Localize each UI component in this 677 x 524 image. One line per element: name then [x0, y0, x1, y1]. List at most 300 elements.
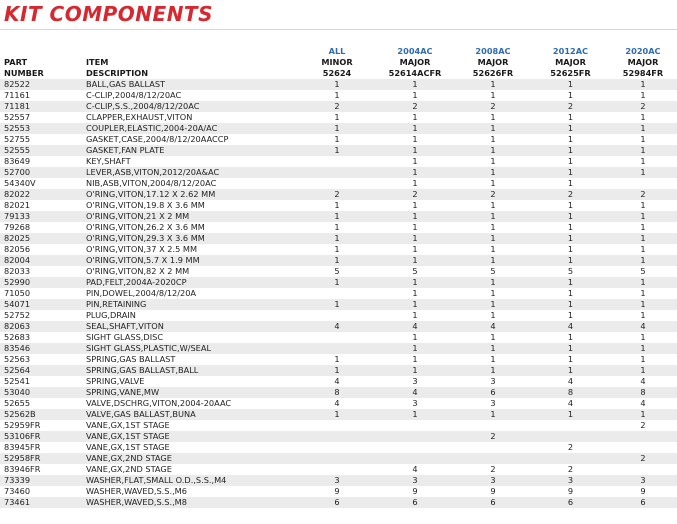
- qty-2012ac-cell: 1: [532, 343, 609, 354]
- qty-2004ac-cell: 9: [376, 486, 454, 497]
- part-number-cell: 53106FR: [0, 431, 86, 442]
- part-number-cell: 82004: [0, 255, 86, 266]
- part-number-cell: 82022: [0, 189, 86, 200]
- qty-minor-cell: [298, 453, 376, 464]
- qty-2020ac-cell: 1: [609, 409, 677, 420]
- qty-2008ac-cell: 1: [454, 167, 532, 178]
- qty-2008ac-cell: 1: [454, 123, 532, 134]
- qty-2008ac-cell: 1: [454, 343, 532, 354]
- qty-2012ac-cell: 4: [532, 398, 609, 409]
- qty-2004ac-cell: 1: [376, 123, 454, 134]
- qty-2012ac-cell: 1: [532, 299, 609, 310]
- qty-2012ac-cell: 1: [532, 222, 609, 233]
- kit-number-header: 52984FR: [622, 68, 664, 78]
- qty-2012ac-cell: 1: [532, 233, 609, 244]
- table-row: [0, 332, 677, 343]
- item-description-cell: WASHER,WAVED,S.S.,M8: [86, 497, 298, 508]
- qty-minor-cell: [298, 310, 376, 321]
- qty-2020ac-cell: 1: [609, 123, 677, 134]
- qty-2012ac-cell: 1: [532, 332, 609, 343]
- part-number-cell: 52700: [0, 167, 86, 178]
- part-number-cell: 73461: [0, 497, 86, 508]
- qty-2008ac-cell: [454, 453, 532, 464]
- table-row: [0, 321, 677, 332]
- part-number-cell: 52655: [0, 398, 86, 409]
- qty-2012ac-cell: 5: [532, 266, 609, 277]
- kit-components-table: [0, 46, 677, 508]
- qty-minor-cell: 8: [298, 387, 376, 398]
- table-row: [0, 167, 677, 178]
- qty-2012ac-cell: 1: [532, 123, 609, 134]
- item-description-cell: VANE,GX,2ND STAGE: [86, 453, 298, 464]
- qty-2020ac-cell: [609, 178, 677, 189]
- table-row: [0, 189, 677, 200]
- qty-2012ac-cell: 1: [532, 145, 609, 156]
- qty-minor-cell: 4: [298, 398, 376, 409]
- qty-2020ac-cell: 4: [609, 376, 677, 387]
- qty-2020ac-cell: 1: [609, 244, 677, 255]
- qty-2004ac-cell: 3: [376, 398, 454, 409]
- qty-2020ac-cell: [609, 464, 677, 475]
- part-number-header: NUMBER: [4, 68, 44, 78]
- qty-minor-cell: 1: [298, 365, 376, 376]
- kit-type-header: MAJOR: [477, 57, 509, 67]
- qty-minor-cell: 1: [298, 409, 376, 420]
- qty-minor-cell: 1: [298, 222, 376, 233]
- table-row: [0, 200, 677, 211]
- qty-2008ac-cell: 5: [454, 266, 532, 277]
- table-row: [0, 431, 677, 442]
- item-description-cell: SPRING,GAS BALLAST: [86, 354, 298, 365]
- item-description-cell: SIGHT GLASS,DISC: [86, 332, 298, 343]
- table-row: [0, 255, 677, 266]
- qty-minor-cell: 1: [298, 255, 376, 266]
- table-row: [0, 343, 677, 354]
- qty-2008ac-cell: [454, 442, 532, 453]
- item-description-cell: C-CLIP,S.S.,2004/8/12/20AC: [86, 101, 298, 112]
- qty-2008ac-cell: 1: [454, 255, 532, 266]
- qty-2012ac-cell: [532, 431, 609, 442]
- item-description-cell: VANE,GX,2ND STAGE: [86, 464, 298, 475]
- part-number-cell: 82021: [0, 200, 86, 211]
- qty-2020ac-cell: 2: [609, 189, 677, 200]
- qty-2012ac-cell: [532, 420, 609, 431]
- part-number-cell: 83946FR: [0, 464, 86, 475]
- part-number-cell: 82033: [0, 266, 86, 277]
- table-row: [0, 387, 677, 398]
- item-description-cell: O'RING,VITON,29.3 X 3.6 MM: [86, 233, 298, 244]
- page-title: KIT COMPONENTS: [4, 2, 213, 26]
- kit-number-header: 52624: [322, 68, 352, 78]
- table-row: [0, 134, 677, 145]
- qty-2004ac-cell: 1: [376, 134, 454, 145]
- table-row: [0, 475, 677, 486]
- qty-minor-cell: [298, 420, 376, 431]
- qty-minor-cell: 5: [298, 266, 376, 277]
- qty-2012ac-cell: 8: [532, 387, 609, 398]
- qty-minor-cell: 1: [298, 354, 376, 365]
- qty-2012ac-cell: 1: [532, 255, 609, 266]
- qty-2020ac-cell: 2: [609, 420, 677, 431]
- qty-minor-cell: 1: [298, 277, 376, 288]
- item-description-cell: VANE,GX,1ST STAGE: [86, 420, 298, 431]
- part-number-cell: 52683: [0, 332, 86, 343]
- qty-2004ac-cell: 1: [376, 200, 454, 211]
- part-number-cell: 52553: [0, 123, 86, 134]
- qty-2004ac-cell: 1: [376, 178, 454, 189]
- table-row: [0, 90, 677, 101]
- table-row: [0, 112, 677, 123]
- part-number-cell: 52557: [0, 112, 86, 123]
- header-row-line2: [0, 68, 677, 79]
- item-description-cell: PIN,DOWEL,2004/8/12/20A: [86, 288, 298, 299]
- qty-2012ac-cell: 1: [532, 277, 609, 288]
- qty-2008ac-cell: 2: [454, 189, 532, 200]
- table-row: [0, 486, 677, 497]
- item-description-cell: O'RING,VITON,21 X 2 MM: [86, 211, 298, 222]
- part-number-cell: 52564: [0, 365, 86, 376]
- qty-2012ac-cell: 3: [532, 475, 609, 486]
- table-row: [0, 266, 677, 277]
- table-row: [0, 222, 677, 233]
- part-number-cell: 52563: [0, 354, 86, 365]
- qty-2020ac-cell: 1: [609, 156, 677, 167]
- column-group-header: 2012AC: [552, 46, 589, 56]
- qty-minor-cell: 1: [298, 145, 376, 156]
- qty-2020ac-cell: 9: [609, 486, 677, 497]
- qty-2020ac-cell: 6: [609, 497, 677, 508]
- qty-2004ac-cell: 1: [376, 222, 454, 233]
- qty-2004ac-cell: 4: [376, 387, 454, 398]
- part-number-cell: 54340V: [0, 178, 86, 189]
- qty-2020ac-cell: 1: [609, 145, 677, 156]
- item-description-cell: O'RING,VITON,17.12 X 2.62 MM: [86, 189, 298, 200]
- qty-2004ac-cell: 1: [376, 255, 454, 266]
- kit-type-header: MAJOR: [555, 57, 586, 67]
- qty-2004ac-cell: 4: [376, 464, 454, 475]
- qty-2004ac-cell: 2: [376, 189, 454, 200]
- qty-2004ac-cell: 1: [376, 167, 454, 178]
- table-row: [0, 376, 677, 387]
- qty-2012ac-cell: 1: [532, 354, 609, 365]
- qty-minor-cell: 6: [298, 497, 376, 508]
- qty-2008ac-cell: 1: [454, 222, 532, 233]
- qty-2012ac-cell: 1: [532, 365, 609, 376]
- qty-2004ac-cell: 1: [376, 233, 454, 244]
- qty-minor-cell: 3: [298, 475, 376, 486]
- qty-2004ac-cell: 5: [376, 266, 454, 277]
- qty-2008ac-cell: 2: [454, 464, 532, 475]
- qty-2004ac-cell: [376, 431, 454, 442]
- table-row: [0, 244, 677, 255]
- qty-minor-cell: 1: [298, 123, 376, 134]
- qty-2012ac-cell: 4: [532, 321, 609, 332]
- qty-minor-cell: 4: [298, 321, 376, 332]
- qty-minor-cell: [298, 343, 376, 354]
- item-description-cell: C-CLIP,2004/8/12/20AC: [86, 90, 298, 101]
- qty-2004ac-cell: 6: [376, 497, 454, 508]
- qty-2008ac-cell: 2: [454, 101, 532, 112]
- qty-2008ac-cell: 1: [454, 112, 532, 123]
- qty-2012ac-cell: 1: [532, 90, 609, 101]
- item-description-cell: O'RING,VITON,82 X 2 MM: [86, 266, 298, 277]
- qty-minor-cell: 1: [298, 211, 376, 222]
- qty-2008ac-cell: 4: [454, 321, 532, 332]
- qty-minor-cell: 1: [298, 299, 376, 310]
- kit-number-header: 52626FR: [472, 68, 514, 78]
- qty-2020ac-cell: 1: [609, 354, 677, 365]
- qty-2008ac-cell: 1: [454, 277, 532, 288]
- part-number-cell: 52541: [0, 376, 86, 387]
- qty-2012ac-cell: 1: [532, 288, 609, 299]
- item-description-cell: SPRING,VALVE: [86, 376, 298, 387]
- qty-minor-cell: 1: [298, 112, 376, 123]
- qty-2020ac-cell: 1: [609, 343, 677, 354]
- qty-minor-cell: 1: [298, 200, 376, 211]
- qty-minor-cell: 1: [298, 79, 376, 90]
- qty-2020ac-cell: 1: [609, 255, 677, 266]
- qty-2004ac-cell: 1: [376, 343, 454, 354]
- qty-2008ac-cell: 1: [454, 244, 532, 255]
- qty-minor-cell: [298, 288, 376, 299]
- kit-number-header: 52625FR: [550, 68, 591, 78]
- item-description-cell: PLUG,DRAIN: [86, 310, 298, 321]
- part-number-header: PART: [4, 57, 28, 67]
- qty-2008ac-cell: 1: [454, 178, 532, 189]
- item-description-cell: O'RING,VITON,26.2 X 3.6 MM: [86, 222, 298, 233]
- qty-2012ac-cell: [532, 453, 609, 464]
- qty-2004ac-cell: 1: [376, 244, 454, 255]
- qty-2012ac-cell: 1: [532, 310, 609, 321]
- qty-minor-cell: [298, 431, 376, 442]
- item-description-cell: GASKET,CASE,2004/8/12/20AACCP: [86, 134, 298, 145]
- qty-2020ac-cell: 1: [609, 299, 677, 310]
- qty-2020ac-cell: 4: [609, 398, 677, 409]
- qty-2004ac-cell: 3: [376, 376, 454, 387]
- qty-2020ac-cell: 4: [609, 321, 677, 332]
- part-number-cell: 52555: [0, 145, 86, 156]
- qty-2008ac-cell: 1: [454, 233, 532, 244]
- header-row-line1: [0, 57, 677, 68]
- part-number-cell: 52752: [0, 310, 86, 321]
- qty-2012ac-cell: 4: [532, 376, 609, 387]
- qty-minor-cell: [298, 442, 376, 453]
- item-description-cell: SPRING,GAS BALLAST,BALL: [86, 365, 298, 376]
- qty-minor-cell: [298, 332, 376, 343]
- qty-2004ac-cell: 3: [376, 475, 454, 486]
- table-row: [0, 211, 677, 222]
- qty-minor-cell: 1: [298, 90, 376, 101]
- table-row: [0, 288, 677, 299]
- qty-minor-cell: 1: [298, 134, 376, 145]
- qty-2012ac-cell: 1: [532, 211, 609, 222]
- part-number-cell: 52959FR: [0, 420, 86, 431]
- qty-2008ac-cell: 1: [454, 90, 532, 101]
- part-number-cell: 52990: [0, 277, 86, 288]
- qty-2012ac-cell: 1: [532, 156, 609, 167]
- table-row: [0, 156, 677, 167]
- item-description-cell: WASHER,WAVED,S.S.,M6: [86, 486, 298, 497]
- part-number-cell: 73460: [0, 486, 86, 497]
- qty-2004ac-cell: 1: [376, 211, 454, 222]
- qty-2008ac-cell: 1: [454, 79, 532, 90]
- item-description-cell: COUPLER,ELASTIC,2004-20A/AC: [86, 123, 298, 134]
- qty-2008ac-cell: 1: [454, 156, 532, 167]
- part-number-cell: 83945FR: [0, 442, 86, 453]
- qty-2012ac-cell: 6: [532, 497, 609, 508]
- title-divider: [0, 29, 677, 30]
- qty-2004ac-cell: 2: [376, 101, 454, 112]
- table-row: [0, 442, 677, 453]
- qty-2004ac-cell: 1: [376, 79, 454, 90]
- item-description-cell: SIGHT GLASS,PLASTIC,W/SEAL: [86, 343, 298, 354]
- table-row: [0, 277, 677, 288]
- table-row: [0, 310, 677, 321]
- item-description-cell: NIB,ASB,VITON,2004/8/12/20AC: [86, 178, 298, 189]
- part-number-cell: 73339: [0, 475, 86, 486]
- qty-minor-cell: [298, 156, 376, 167]
- table-body: [0, 79, 677, 508]
- item-description-cell: VANE,GX,1ST STAGE: [86, 442, 298, 453]
- item-description-cell: SPRING,VANE,MW: [86, 387, 298, 398]
- qty-2004ac-cell: 1: [376, 90, 454, 101]
- part-number-cell: 82056: [0, 244, 86, 255]
- qty-2008ac-cell: 1: [454, 409, 532, 420]
- qty-2012ac-cell: 1: [532, 200, 609, 211]
- qty-2008ac-cell: 1: [454, 354, 532, 365]
- column-group-header: 2004AC: [397, 46, 433, 56]
- item-description-header: ITEM: [86, 57, 109, 67]
- qty-2020ac-cell: 2: [609, 453, 677, 464]
- qty-minor-cell: 9: [298, 486, 376, 497]
- qty-2012ac-cell: 9: [532, 486, 609, 497]
- part-number-cell: 71050: [0, 288, 86, 299]
- qty-2020ac-cell: 1: [609, 233, 677, 244]
- kit-type-header: MAJOR: [627, 57, 659, 67]
- table-row: [0, 354, 677, 365]
- part-number-cell: 54071: [0, 299, 86, 310]
- qty-2020ac-cell: [609, 442, 677, 453]
- part-number-cell: 83546: [0, 343, 86, 354]
- qty-2020ac-cell: 1: [609, 112, 677, 123]
- qty-2020ac-cell: 8: [609, 387, 677, 398]
- qty-2008ac-cell: [454, 420, 532, 431]
- item-description-cell: PIN,RETAINING: [86, 299, 298, 310]
- item-description-cell: CLAPPER,EXHAUST,VITON: [86, 112, 298, 123]
- item-description-cell: O'RING,VITON,19.8 X 3.6 MM: [86, 200, 298, 211]
- part-number-cell: 82025: [0, 233, 86, 244]
- part-number-cell: 71181: [0, 101, 86, 112]
- qty-2020ac-cell: 1: [609, 134, 677, 145]
- item-description-cell: SEAL,SHAFT,VITON: [86, 321, 298, 332]
- qty-2012ac-cell: 1: [532, 178, 609, 189]
- part-number-cell: 52755: [0, 134, 86, 145]
- qty-2020ac-cell: 1: [609, 222, 677, 233]
- qty-2008ac-cell: 9: [454, 486, 532, 497]
- qty-2020ac-cell: 1: [609, 332, 677, 343]
- table-row: [0, 497, 677, 508]
- qty-2008ac-cell: 1: [454, 145, 532, 156]
- qty-2020ac-cell: [609, 431, 677, 442]
- kit-number-header: 52614ACFR: [388, 68, 442, 78]
- qty-minor-cell: 1: [298, 244, 376, 255]
- qty-2004ac-cell: 1: [376, 145, 454, 156]
- qty-2012ac-cell: 1: [532, 409, 609, 420]
- header-row-groups: [0, 46, 677, 57]
- qty-2004ac-cell: 1: [376, 365, 454, 376]
- qty-2012ac-cell: 2: [532, 101, 609, 112]
- qty-2020ac-cell: 1: [609, 288, 677, 299]
- qty-2012ac-cell: 2: [532, 442, 609, 453]
- qty-2012ac-cell: 1: [532, 79, 609, 90]
- table-row: [0, 420, 677, 431]
- item-description-cell: VALVE,DSCHRG,VITON,2004-20AAC: [86, 398, 298, 409]
- table-row: [0, 464, 677, 475]
- qty-2008ac-cell: 1: [454, 288, 532, 299]
- qty-2004ac-cell: [376, 442, 454, 453]
- qty-2004ac-cell: 1: [376, 354, 454, 365]
- qty-minor-cell: [298, 464, 376, 475]
- item-description-cell: O'RING,VITON,37 X 2.5 MM: [86, 244, 298, 255]
- qty-2008ac-cell: 3: [454, 376, 532, 387]
- part-number-cell: 82063: [0, 321, 86, 332]
- part-number-cell: 79268: [0, 222, 86, 233]
- qty-2004ac-cell: 1: [376, 156, 454, 167]
- qty-minor-cell: 1: [298, 233, 376, 244]
- item-description-cell: BALL,GAS BALLAST: [86, 79, 298, 90]
- qty-2004ac-cell: 1: [376, 112, 454, 123]
- qty-2008ac-cell: 2: [454, 431, 532, 442]
- item-description-cell: VALVE,GAS BALLAST,BUNA: [86, 409, 298, 420]
- qty-2012ac-cell: 2: [532, 464, 609, 475]
- part-number-cell: 71161: [0, 90, 86, 101]
- item-description-cell: LEVER,ASB,VITON,2012/20A&AC: [86, 167, 298, 178]
- table-row: [0, 409, 677, 420]
- qty-2004ac-cell: 1: [376, 288, 454, 299]
- qty-2012ac-cell: 1: [532, 167, 609, 178]
- qty-2008ac-cell: 3: [454, 398, 532, 409]
- qty-minor-cell: [298, 178, 376, 189]
- qty-2004ac-cell: 1: [376, 299, 454, 310]
- item-description-header: DESCRIPTION: [86, 68, 149, 78]
- qty-2008ac-cell: 6: [454, 387, 532, 398]
- table-row: [0, 101, 677, 112]
- qty-2008ac-cell: 1: [454, 200, 532, 211]
- qty-2004ac-cell: 1: [376, 277, 454, 288]
- item-description-cell: KEY,SHAFT: [86, 156, 298, 167]
- column-group-header: 2008AC: [475, 46, 511, 56]
- qty-2012ac-cell: 1: [532, 112, 609, 123]
- qty-minor-cell: 2: [298, 101, 376, 112]
- qty-2008ac-cell: 3: [454, 475, 532, 486]
- qty-minor-cell: [298, 167, 376, 178]
- item-description-cell: WASHER,FLAT,SMALL O.D.,S.S.,M4: [86, 475, 298, 486]
- qty-2008ac-cell: 1: [454, 211, 532, 222]
- qty-2004ac-cell: 1: [376, 310, 454, 321]
- part-number-cell: 53040: [0, 387, 86, 398]
- qty-2020ac-cell: 3: [609, 475, 677, 486]
- table-row: [0, 123, 677, 134]
- qty-2012ac-cell: 1: [532, 244, 609, 255]
- kit-type-header: MAJOR: [399, 57, 431, 67]
- part-number-cell: 79133: [0, 211, 86, 222]
- qty-2004ac-cell: 1: [376, 409, 454, 420]
- qty-2004ac-cell: 1: [376, 332, 454, 343]
- table-row: [0, 145, 677, 156]
- qty-2020ac-cell: 2: [609, 101, 677, 112]
- table-row: [0, 299, 677, 310]
- part-number-cell: 82522: [0, 79, 86, 90]
